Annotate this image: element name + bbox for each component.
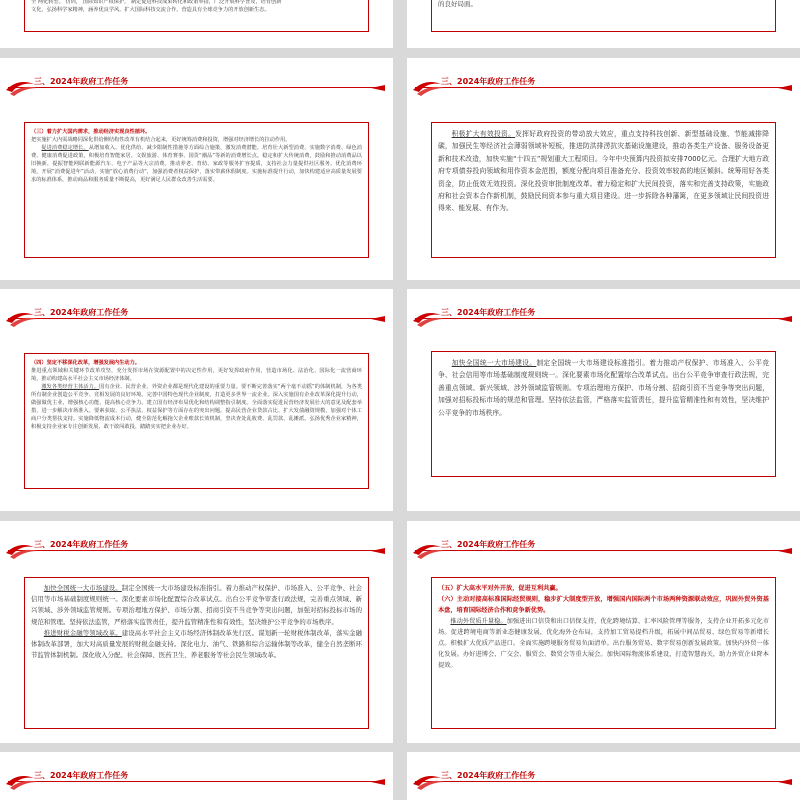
header-line <box>415 318 792 319</box>
section-heading: （三）着力扩大国内需求，推动经济实现良性循环。 <box>31 129 151 135</box>
text-line: 全 网化转型。 仂训， 国际知识产权保护， 制定促进科技成果转化和政策举措，广泛开展科学普及，培育创新 <box>31 0 282 5</box>
lead-text: 促进消费稳定增长。 <box>41 145 89 151</box>
body-text: 加强进出口信贷和出口信保支持，优化跨境结算、汇率风险管理等服务，支持企业开拓多元化市场。促进跨境电商等新业态健康发展，优化海外仓布局，支持加工贸易提档升级，拓展中间品贸易、绿色贸易等新增长点。积极扩大优质产品进口。全面实施跨境服务贸易负面清单。出台服务贸易、数字贸易创新发展政策。加快内外贸一体化发展。办好进博会、广交会、服贸会、数贸会等重大展会。加快国际物流体系建设，打造智慧海关，助力外贸企业降本提效。 <box>438 618 770 669</box>
content-box <box>24 353 369 489</box>
paragraph <box>438 616 769 671</box>
lead-text: 推动外贸质升量稳。 <box>450 618 507 625</box>
header-ribbon <box>778 316 792 322</box>
text-line: 的良好局面。 <box>438 0 477 8</box>
lead-text: 加快全国统一大市场建设。 <box>451 359 537 367</box>
header-line <box>8 318 385 319</box>
body-text: 从增加收入、优化供给、减少限制性措施等方面综合施策，激发消费潜能。培育壮大新型消费，实施数字消费、绿色消费、健康消费促进政策，积极培育智能家居、文娱旅游、体育赛事、国货“潮品”等新的消费增长点。稳定和扩大传统消费，鼓励和推动消费品以旧换新，提振智能网联新能源汽车、电子产品等大宗消费。推动养老、育幼、家政等服务扩容提质，支持社会力量提供社区服务。优化消费环境，开展“消费促进年”活动，实施“放心消费行动”，加强消费者权益保护，落实带薪休假制度。实施标准提升行动，加快构建适应高质量发展要求的标准体系，推动商品和服务质量不断提高，更好满足人民群众改善生活需要。 <box>31 145 362 183</box>
slide-unified-market <box>407 289 800 511</box>
slide-bottom-right <box>407 752 800 800</box>
text-box <box>24 0 369 32</box>
paragraph <box>31 583 362 628</box>
lead-text: 激发各类经营主体活力。 <box>41 384 100 390</box>
lead-text: 积极扩大有效投资。 <box>451 130 516 138</box>
section-title: 三、2024年政府工作任务 <box>34 307 132 318</box>
content-box <box>431 577 776 729</box>
header-ribbon <box>371 85 385 91</box>
header-line <box>8 781 385 782</box>
header-ribbon <box>371 316 385 322</box>
section-header <box>415 533 792 563</box>
content-box <box>431 122 776 258</box>
header-ribbon <box>371 779 385 785</box>
content-box <box>431 351 776 477</box>
header-line <box>415 550 792 551</box>
section-title: 三、2024年政府工作任务 <box>441 307 539 318</box>
section-title: 三、2024年政府工作任务 <box>34 539 132 550</box>
section-header <box>8 70 385 100</box>
paragraph <box>31 628 362 662</box>
body-text: 国有企业、民营企业、外资企业都是现代化建设的重要力量。要不断完善落实“两个毫不动摇”的体制机制，为各类所有制企业创造公平竞争、竞相发展的良好环境。完善中国特色现代企业制度，打造更多世界一流企业。深入实施国有企业改革深化提升行动，做强做优主业，增强核心功能、提高核心竞争力。建立国有经济布局优化和结构调整指引制度。全面落实促进民营经济发展壮大的意见及配套举措，进一步解决市场准入、要素获取、公平执法、权益保护等方面存在的突出问题。提高民营企业贷款占比、扩大发债融资规模，加强对个体工商户分类帮扶支持。实施降低物流成本行动，健全防范化解拖欠企业账款长效机制，坚决查处乱收费、乱罚款、乱摊派。弘扬优秀企业家精神，积极支持企业家专注创新发展、敢干敢闯敢投、踏踏实实把企业办好。 <box>31 384 362 430</box>
header-ribbon <box>371 548 385 554</box>
header-ribbon <box>778 85 792 91</box>
body-text: 制定全国统一大市场建设标准指引。着力推动产权保护、市场准入、公平竞争、社会信用等市场基础制度规则统一。深化要素市场化配置综合改革试点。出台公平竞争审查行政法规，完善重点领域、新兴领域、涉外领域监管规则。专项治理地方保护、市场分割、招商引资不当竞争等突出问题，加强对招标投标市场的规范和管理。坚持依法监管，严格落实监管责任，提升监管精准性和有效性，坚决维护公平竞争的市场秩序。 <box>31 584 362 626</box>
section-heading: （六）主动对接高标准国际经贸规则，稳步扩大制度型开放，增强国内国际两个市场两种资源联动效应，巩固外贸外资基本盘，培育国际经济合作和竞争新优势。 <box>438 596 769 614</box>
slide-opening-up <box>407 521 800 743</box>
slide-top-left <box>0 0 393 48</box>
paragraph <box>31 144 362 184</box>
lead-text: 加快全国统一大市场建设。 <box>43 584 122 592</box>
text-line: 文化，弘扬科学家精神，涵养优良学风。扩大国际科技交流合作，营造具有全球竞争力的开放创新生态。 <box>31 7 270 13</box>
section-header <box>415 70 792 100</box>
section-title: 三、2024年政府工作任务 <box>441 770 539 781</box>
paragraph: 把实施扩大内需战略同深化供给侧结构性改革有机结合起来，更好统筹消费和投资，增强对经济增长的拉动作用。 <box>31 137 291 143</box>
header-line <box>415 781 792 782</box>
paragraph: 推进重点领域和关键环节改革攻坚，充分发挥市场在资源配置中的决定性作用，更好发挥政府作用，营造市场化、法治化、国际化一流营商环境，推动构建高水平社会主义市场经济体制。 <box>31 368 362 382</box>
body-text: 建设高水平社会主义市场经济体制改革先行区。谋划新一轮财税体制改革，落实金融体制改革部署，加大对高质量发展的财税金融支持。深化电力、油气、铁路和综合运输体制等改革，健全自然垄断环节监管体制机制。深化收入分配、社会保障、医药卫生、养老服务等社会民生领域改革。 <box>31 628 362 660</box>
header-ribbon <box>778 548 792 554</box>
paragraph <box>31 383 362 431</box>
section-header <box>415 301 792 331</box>
section-title: 三、2024年政府工作任务 <box>34 770 132 781</box>
section-heading: （四）坚定不移深化改革，增强发展内生动力。 <box>31 360 140 366</box>
lead-text: 推进财税金融等领域改革。 <box>43 628 122 637</box>
paragraph <box>438 357 769 419</box>
section-header <box>8 533 385 563</box>
slide-deepen-reform <box>0 289 393 511</box>
header-line <box>415 87 792 88</box>
header-ribbon <box>778 779 792 785</box>
body-text: 发挥好政府投资的带动放大效应，重点支持科技创新、新型基础设施、节能减排降碳，加强民生等经济社会薄弱领域补短板，推进防洪排涝抗灾基础设施建设，推动各类生产设备、服务设备更新和技术改造，加快实施“十四五”规划重大工程项目。今年中央预算内投资拟安排7000亿元。合理扩大地方政府专项债券投向领域和用作资本金范围，额度分配向项目准备充分、投资效率较高的地区倾斜。统筹用好各类资金，防止低效无效投资。深化投资审批制度改革。着力稳定和扩大民间投资，落实和完善支持政策，实施政府和社会资本合作新机制，鼓励民间资本参与重大项目建设。进一步拆除各种藩篱，在更多领域让民间投资进得来、能发展、有作为。 <box>438 130 770 213</box>
paragraph <box>438 128 769 215</box>
slide-effective-investment <box>407 58 800 280</box>
body-text: 制定全国统一大市场建设标准指引。着力推动产权保护、市场准入、公平竞争、社会信用等市场基础制度规则统一。深化要素市场化配置综合改革试点。出台公平竞争审查行政法规，完善重点领域、新兴领域、涉外领域监管规则。专项治理地方保护、市场分割、招商引资不当竞争等突出问题，加强对招标投标市场的规范和管理。坚持依法监管，严格落实监管责任，提升监管精准性和有效性，坚决维护公平竞争的市场秩序。 <box>438 359 770 417</box>
section-header <box>8 764 385 794</box>
slide-domestic-demand <box>0 58 393 280</box>
section-header <box>8 301 385 331</box>
section-title: 三、2024年政府工作任务 <box>441 539 539 550</box>
slide-market-and-fiscal-reform <box>0 521 393 743</box>
content-box <box>24 122 369 258</box>
section-title: 三、2024年政府工作任务 <box>34 76 132 87</box>
slide-bottom-left <box>0 752 393 800</box>
section-title: 三、2024年政府工作任务 <box>441 76 539 87</box>
section-heading: （五）扩大高水平对外开放，促进互利共赢。 <box>438 585 562 592</box>
text-box <box>431 0 776 32</box>
content-box <box>24 577 369 729</box>
header-line <box>8 550 385 551</box>
slide-top-right <box>407 0 800 48</box>
header-line <box>8 87 385 88</box>
section-header <box>415 764 792 794</box>
